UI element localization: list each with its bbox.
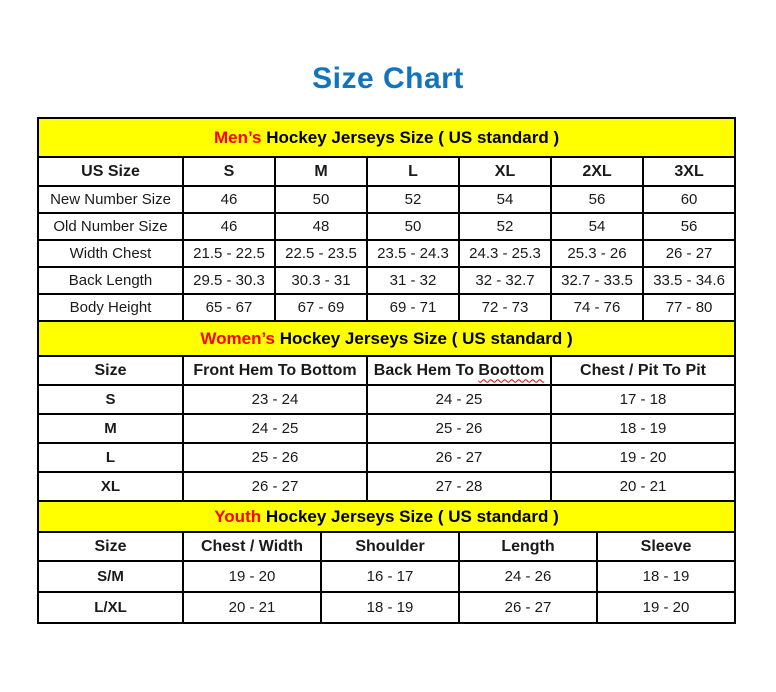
section-banner-youth	[38, 501, 735, 532]
header-row-men	[38, 157, 735, 186]
row-label-cell: L	[38, 443, 183, 472]
banner-rest-text: Hockey Jerseys Size ( US standard )	[261, 127, 560, 147]
value-cell: 52	[459, 213, 551, 240]
value-cell: 26 - 27	[183, 472, 367, 501]
value-cell: 69 - 71	[367, 294, 459, 321]
value-cell: 30.3 - 31	[275, 267, 367, 294]
value-cell: 52	[367, 186, 459, 213]
value-cell: 46	[183, 186, 275, 213]
data-row-men-Width Chest	[38, 240, 735, 267]
banner-row-women	[38, 321, 735, 356]
tables-container	[37, 117, 734, 624]
value-cell: 56	[643, 213, 735, 240]
banner-row-men	[38, 118, 735, 157]
value-cell: 18 - 19	[597, 561, 735, 592]
row-label-cell: S/M	[38, 561, 183, 592]
value-cell: 24.3 - 25.3	[459, 240, 551, 267]
value-cell: 74 - 76	[551, 294, 643, 321]
value-cell: 22.5 - 23.5	[275, 240, 367, 267]
row-label-cell: New Number Size	[38, 186, 183, 213]
header-cell-women-2	[367, 356, 551, 385]
header-cell-youth-1: Chest / Width	[183, 532, 321, 561]
data-row-women-M	[38, 414, 735, 443]
section-banner-women	[38, 321, 735, 356]
header-cell-women-3: Chest / Pit To Pit	[551, 356, 735, 385]
header-cell-youth-2: Shoulder	[321, 532, 459, 561]
banner-highlight-text: Men’s	[213, 127, 262, 147]
value-cell: 48	[275, 213, 367, 240]
value-cell: 17 - 18	[551, 385, 735, 414]
row-label-cell: Width Chest	[38, 240, 183, 267]
value-cell: 16 - 17	[321, 561, 459, 592]
data-row-women-S	[38, 385, 735, 414]
header-cell-youth-3: Length	[459, 532, 597, 561]
row-label-cell: XL	[38, 472, 183, 501]
header-cell-women-0: Size	[38, 356, 183, 385]
banner-rest-text: Hockey Jerseys Size ( US standard )	[275, 328, 573, 348]
value-cell: 31 - 32	[367, 267, 459, 294]
value-cell: 46	[183, 213, 275, 240]
value-cell: 32.7 - 33.5	[551, 267, 643, 294]
header-row-women	[38, 356, 735, 385]
row-label-cell: Back Length	[38, 267, 183, 294]
value-cell: 27 - 28	[367, 472, 551, 501]
value-cell: 50	[367, 213, 459, 240]
header-cell-youth-4: Sleeve	[597, 532, 735, 561]
data-row-youth-L/XL	[38, 592, 735, 623]
value-cell: 77 - 80	[643, 294, 735, 321]
value-cell: 56	[551, 186, 643, 213]
value-cell: 19 - 20	[183, 561, 321, 592]
value-cell: 72 - 73	[459, 294, 551, 321]
data-row-men-Old Number Size	[38, 213, 735, 240]
value-cell: 20 - 21	[551, 472, 735, 501]
value-cell: 21.5 - 22.5	[183, 240, 275, 267]
value-cell: 19 - 20	[597, 592, 735, 623]
header-cell-men-4: XL	[459, 157, 551, 186]
misspelled-word: Boottom	[478, 361, 545, 379]
value-cell: 20 - 21	[183, 592, 321, 623]
value-cell: 25 - 26	[183, 443, 367, 472]
data-row-women-XL	[38, 472, 735, 501]
row-label-cell: Body Height	[38, 294, 183, 321]
page-title: Size Chart	[312, 62, 464, 95]
value-cell: 18 - 19	[321, 592, 459, 623]
data-row-men-Body Height	[38, 294, 735, 321]
header-cell-men-6: 3XL	[643, 157, 735, 186]
data-row-men-New Number Size	[38, 186, 735, 213]
header-cell-men-2: M	[275, 157, 367, 186]
header-cell-youth-0: Size	[38, 532, 183, 561]
value-cell: 67 - 69	[275, 294, 367, 321]
value-cell: 65 - 67	[183, 294, 275, 321]
header-cell-men-5: 2XL	[551, 157, 643, 186]
value-cell: 23 - 24	[183, 385, 367, 414]
banner-row-youth	[38, 501, 735, 532]
value-cell: 26 - 27	[459, 592, 597, 623]
value-cell: 32 - 32.7	[459, 267, 551, 294]
value-cell: 19 - 20	[551, 443, 735, 472]
value-cell: 24 - 25	[367, 385, 551, 414]
header-cell-women-1: Front Hem To Bottom	[183, 356, 367, 385]
value-cell: 26 - 27	[643, 240, 735, 267]
value-cell: 54	[459, 186, 551, 213]
row-label-cell: Old Number Size	[38, 213, 183, 240]
value-cell: 33.5 - 34.6	[643, 267, 735, 294]
header-cell-men-3: L	[367, 157, 459, 186]
value-cell: 18 - 19	[551, 414, 735, 443]
value-cell: 25.3 - 26	[551, 240, 643, 267]
size-table-men	[37, 117, 736, 322]
header-cell-men-0: US Size	[38, 157, 183, 186]
header-cell-men-1: S	[183, 157, 275, 186]
size-table-youth	[37, 500, 736, 624]
value-cell: 50	[275, 186, 367, 213]
data-row-youth-S/M	[38, 561, 735, 592]
value-cell: 24 - 26	[459, 561, 597, 592]
value-cell: 60	[643, 186, 735, 213]
value-cell: 26 - 27	[367, 443, 551, 472]
header-row-youth	[38, 532, 735, 561]
value-cell: 23.5 - 24.3	[367, 240, 459, 267]
section-banner-men	[38, 118, 735, 157]
row-label-cell: S	[38, 385, 183, 414]
row-label-cell: M	[38, 414, 183, 443]
value-cell: 54	[551, 213, 643, 240]
value-cell: 24 - 25	[183, 414, 367, 443]
banner-highlight-text: Women’s	[200, 328, 275, 348]
banner-highlight-text: Youth	[214, 506, 262, 526]
value-cell: 29.5 - 30.3	[183, 267, 275, 294]
data-row-men-Back Length	[38, 267, 735, 294]
banner-rest-text: Hockey Jerseys Size ( US standard )	[261, 506, 559, 526]
value-cell: 25 - 26	[367, 414, 551, 443]
data-row-women-L	[38, 443, 735, 472]
size-table-women	[37, 320, 736, 502]
header-text: Back Hem To	[373, 361, 479, 379]
row-label-cell: L/XL	[38, 592, 183, 623]
